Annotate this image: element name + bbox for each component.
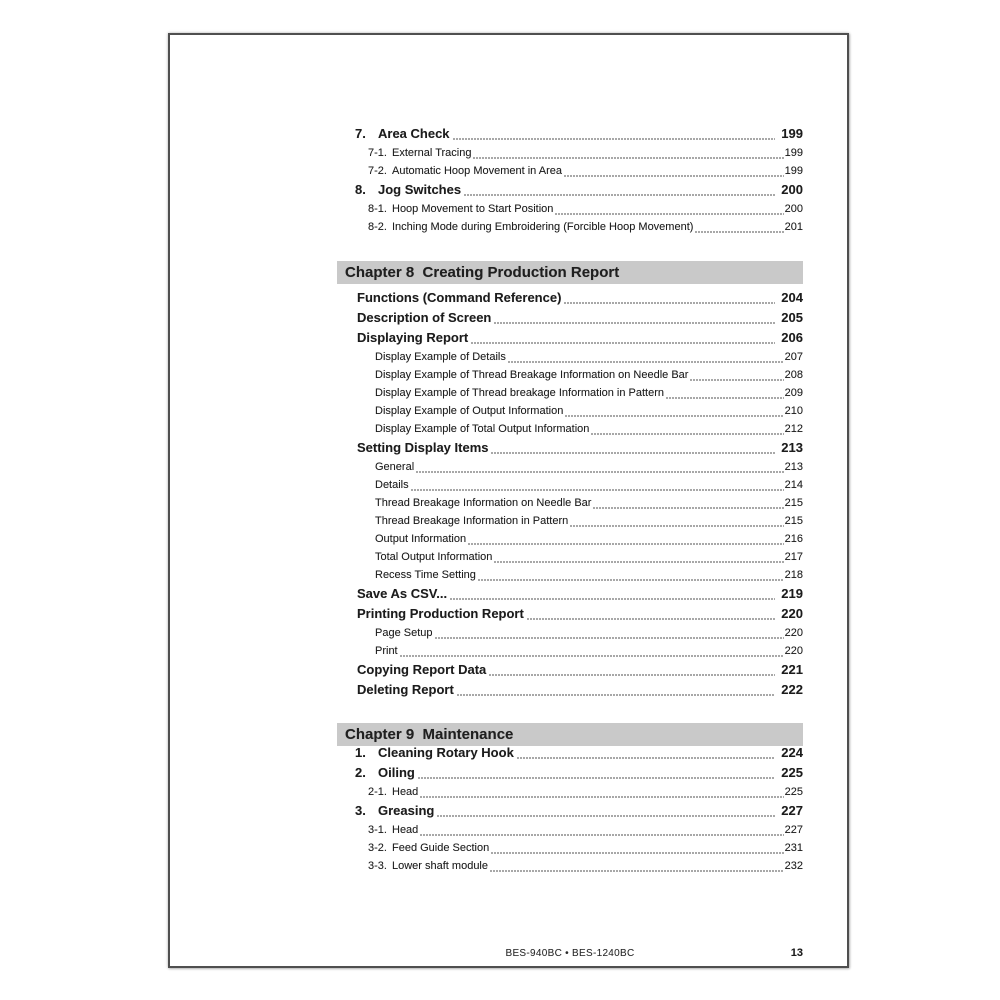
toc-entry-label: Inching Mode during Embroidering (Forcible Hoop Movement) [392, 221, 694, 233]
toc-entry [337, 180, 803, 200]
toc-entry-page: 217 [784, 551, 803, 563]
toc-entry-label: Head [392, 786, 419, 798]
dot-leader [695, 231, 783, 233]
toc-entry-page: 209 [784, 387, 803, 399]
toc-entry-label: Display Example of Details [375, 351, 506, 363]
toc-entry-number: 3-2. [368, 842, 387, 854]
toc-entry-page: 208 [784, 369, 803, 381]
toc-entry [337, 783, 803, 801]
toc-entry-label: Head [392, 824, 419, 836]
toc-entry [337, 366, 803, 384]
toc-entry-page: 213 [781, 440, 803, 455]
toc-entry-page: 221 [781, 662, 803, 677]
toc-entry-label: Setting Display Items [357, 440, 489, 455]
dot-leader [416, 471, 784, 473]
toc-section-chapter-9 [337, 743, 803, 875]
manual-page [168, 33, 849, 968]
toc-entry [337, 162, 803, 180]
toc-entry [337, 566, 803, 584]
toc-entry [337, 763, 803, 783]
dot-leader [593, 507, 783, 509]
toc-entry-page: 220 [784, 645, 803, 657]
dot-leader [420, 796, 783, 798]
dot-leader [494, 561, 783, 563]
chapter-9-heading: Chapter 9 Maintenance [337, 723, 803, 746]
toc-entry-page: 205 [781, 310, 803, 325]
toc-entry [337, 604, 803, 624]
toc-entry-number: 8-2. [368, 221, 387, 233]
toc-entry-page: 201 [784, 221, 803, 233]
dot-leader [435, 637, 784, 639]
toc-entry-label: Feed Guide Section [392, 842, 490, 854]
toc-entry-page: 215 [784, 515, 803, 527]
toc-entry-page: 207 [784, 351, 803, 363]
toc-entry-label: Recess Time Setting [375, 569, 476, 581]
toc-entry [337, 438, 803, 458]
footer-page-number: 13 [790, 947, 803, 959]
toc-entry-number: 8. [355, 182, 366, 197]
toc-entry [337, 530, 803, 548]
toc-entry-number: 2-1. [368, 786, 387, 798]
toc-entry-label: Displaying Report [357, 330, 469, 345]
toc-entry-label: General [375, 461, 415, 473]
toc-entry [337, 288, 803, 308]
toc-entry [337, 348, 803, 366]
dot-leader [437, 815, 775, 817]
dot-leader [517, 757, 776, 759]
toc-entry-number: 7-1. [368, 147, 387, 159]
toc-entry-label: Thread Breakage Information on Needle Bar [375, 497, 592, 509]
toc-entry-page: 232 [784, 860, 803, 872]
toc-entry-page: 218 [784, 569, 803, 581]
dot-leader [468, 543, 784, 545]
toc-entry-label: Description of Screen [357, 310, 492, 325]
toc-entry-label: Output Information [375, 533, 467, 545]
toc-entry-label: Display Example of Output Information [375, 405, 564, 417]
dot-leader [570, 525, 783, 527]
toc-entry-page: 204 [781, 290, 803, 305]
toc-entry-page: 222 [781, 682, 803, 697]
toc-entry [337, 144, 803, 162]
toc-entry-number: 7. [355, 126, 366, 141]
toc-entry-label: Deleting Report [357, 682, 454, 697]
toc-entry-page: 200 [781, 182, 803, 197]
toc-entry-number: 3. [355, 803, 366, 818]
dot-leader [400, 655, 784, 657]
toc-entry-page: 206 [781, 330, 803, 345]
dot-leader [450, 598, 775, 600]
toc-section-jog-area [337, 124, 803, 236]
toc-entry-page: 224 [781, 745, 803, 760]
toc-entry [337, 402, 803, 420]
toc-entry-label: Copying Report Data [357, 662, 487, 677]
dot-leader [555, 213, 783, 215]
toc-entry-page: 212 [784, 423, 803, 435]
toc-entry-page: 214 [784, 479, 803, 491]
toc-entry-page: 227 [784, 824, 803, 836]
toc-entry-page: 231 [784, 842, 803, 854]
toc-entry-page: 215 [784, 497, 803, 509]
toc-entry-label: Thread Breakage Information in Pattern [375, 515, 569, 527]
toc-entry-label: Printing Production Report [357, 606, 524, 621]
toc-entry-page: 220 [784, 627, 803, 639]
toc-entry-label: Display Example of Total Output Information [375, 423, 590, 435]
toc-entry-page: 227 [781, 803, 803, 818]
dot-leader [420, 834, 783, 836]
dot-leader [473, 157, 783, 159]
toc-entry [337, 420, 803, 438]
toc-entry-label: Hoop Movement to Start Position [392, 203, 554, 215]
dot-leader [508, 361, 784, 363]
toc-entry-number: 3-3. [368, 860, 387, 872]
toc-entry-page: 225 [784, 786, 803, 798]
dot-leader [418, 777, 775, 779]
dot-leader [690, 379, 783, 381]
toc-entry [337, 584, 803, 604]
toc-entry [337, 476, 803, 494]
toc-entry-label: Save As CSV... [357, 586, 448, 601]
toc-entry [337, 642, 803, 660]
toc-entry-label: Jog Switches [378, 182, 462, 197]
toc-entry-page: 213 [784, 461, 803, 473]
dot-leader [471, 342, 775, 344]
toc-entry [337, 624, 803, 642]
toc-entry-page: 199 [784, 165, 803, 177]
toc-entry-label: Functions (Command Reference) [357, 290, 562, 305]
toc-entry [337, 743, 803, 763]
toc-section-chapter-8 [337, 288, 803, 700]
toc-entry-label: Print [375, 645, 398, 657]
toc-entry [337, 548, 803, 566]
toc-entry [337, 494, 803, 512]
toc-entry-label: Lower shaft module [392, 860, 488, 872]
toc-entry [337, 200, 803, 218]
dot-leader [564, 175, 784, 177]
toc-entry-label: Oiling [378, 765, 415, 780]
toc-entry-label: Display Example of Thread Breakage Information on Needle Bar [375, 369, 689, 381]
toc-entry-label: Cleaning Rotary Hook [378, 745, 514, 760]
toc-entry-label: External Tracing [392, 147, 472, 159]
toc-entry-number: 2. [355, 765, 366, 780]
toc-entry [337, 857, 803, 875]
toc-entry-page: 210 [784, 405, 803, 417]
toc-entry-page: 199 [781, 126, 803, 141]
toc-entry-number: 8-1. [368, 203, 387, 215]
toc-entry-label: Total Output Information [375, 551, 493, 563]
toc-entry [337, 660, 803, 680]
toc-entry-page: 225 [781, 765, 803, 780]
toc-entry [337, 308, 803, 328]
toc-entry [337, 384, 803, 402]
footer-model-text: BES-940BC • BES-1240BC [505, 948, 635, 959]
page-footer [337, 948, 803, 964]
toc-entry [337, 124, 803, 144]
toc-entry [337, 512, 803, 530]
dot-leader [494, 322, 775, 324]
toc-entry-page: 216 [784, 533, 803, 545]
toc-entry-number: 1. [355, 745, 366, 760]
dot-leader [478, 579, 784, 581]
toc-entry-label: Automatic Hoop Movement in Area [392, 165, 562, 177]
toc-entry-label: Greasing [378, 803, 435, 818]
dot-leader [527, 618, 775, 620]
toc-entry [337, 680, 803, 700]
dot-leader [564, 302, 775, 304]
toc-entry-label: Display Example of Thread breakage Information in Pattern [375, 387, 665, 399]
chapter-8-heading: Chapter 8 Creating Production Report [337, 261, 803, 284]
dot-leader [411, 489, 784, 491]
toc-entry [337, 801, 803, 821]
dot-leader [666, 397, 784, 399]
toc-entry-label: Page Setup [375, 627, 433, 639]
toc-entry [337, 458, 803, 476]
toc-entry-page: 200 [784, 203, 803, 215]
dot-leader [565, 415, 783, 417]
toc-entry [337, 328, 803, 348]
dot-leader [457, 694, 776, 696]
toc-entry [337, 839, 803, 857]
dot-leader [464, 194, 775, 196]
dot-leader [490, 870, 784, 872]
dot-leader [453, 138, 776, 140]
dot-leader [489, 674, 775, 676]
dot-leader [491, 452, 775, 454]
toc-entry-number: 7-2. [368, 165, 387, 177]
toc-entry-page: 220 [781, 606, 803, 621]
dot-leader [491, 852, 783, 854]
toc-entry-label: Details [375, 479, 409, 491]
toc-entry-label: Area Check [378, 126, 450, 141]
toc-entry [337, 821, 803, 839]
toc-entry-page: 199 [784, 147, 803, 159]
toc-entry [337, 218, 803, 236]
toc-entry-number: 3-1. [368, 824, 387, 836]
toc-entry-page: 219 [781, 586, 803, 601]
dot-leader [591, 433, 783, 435]
